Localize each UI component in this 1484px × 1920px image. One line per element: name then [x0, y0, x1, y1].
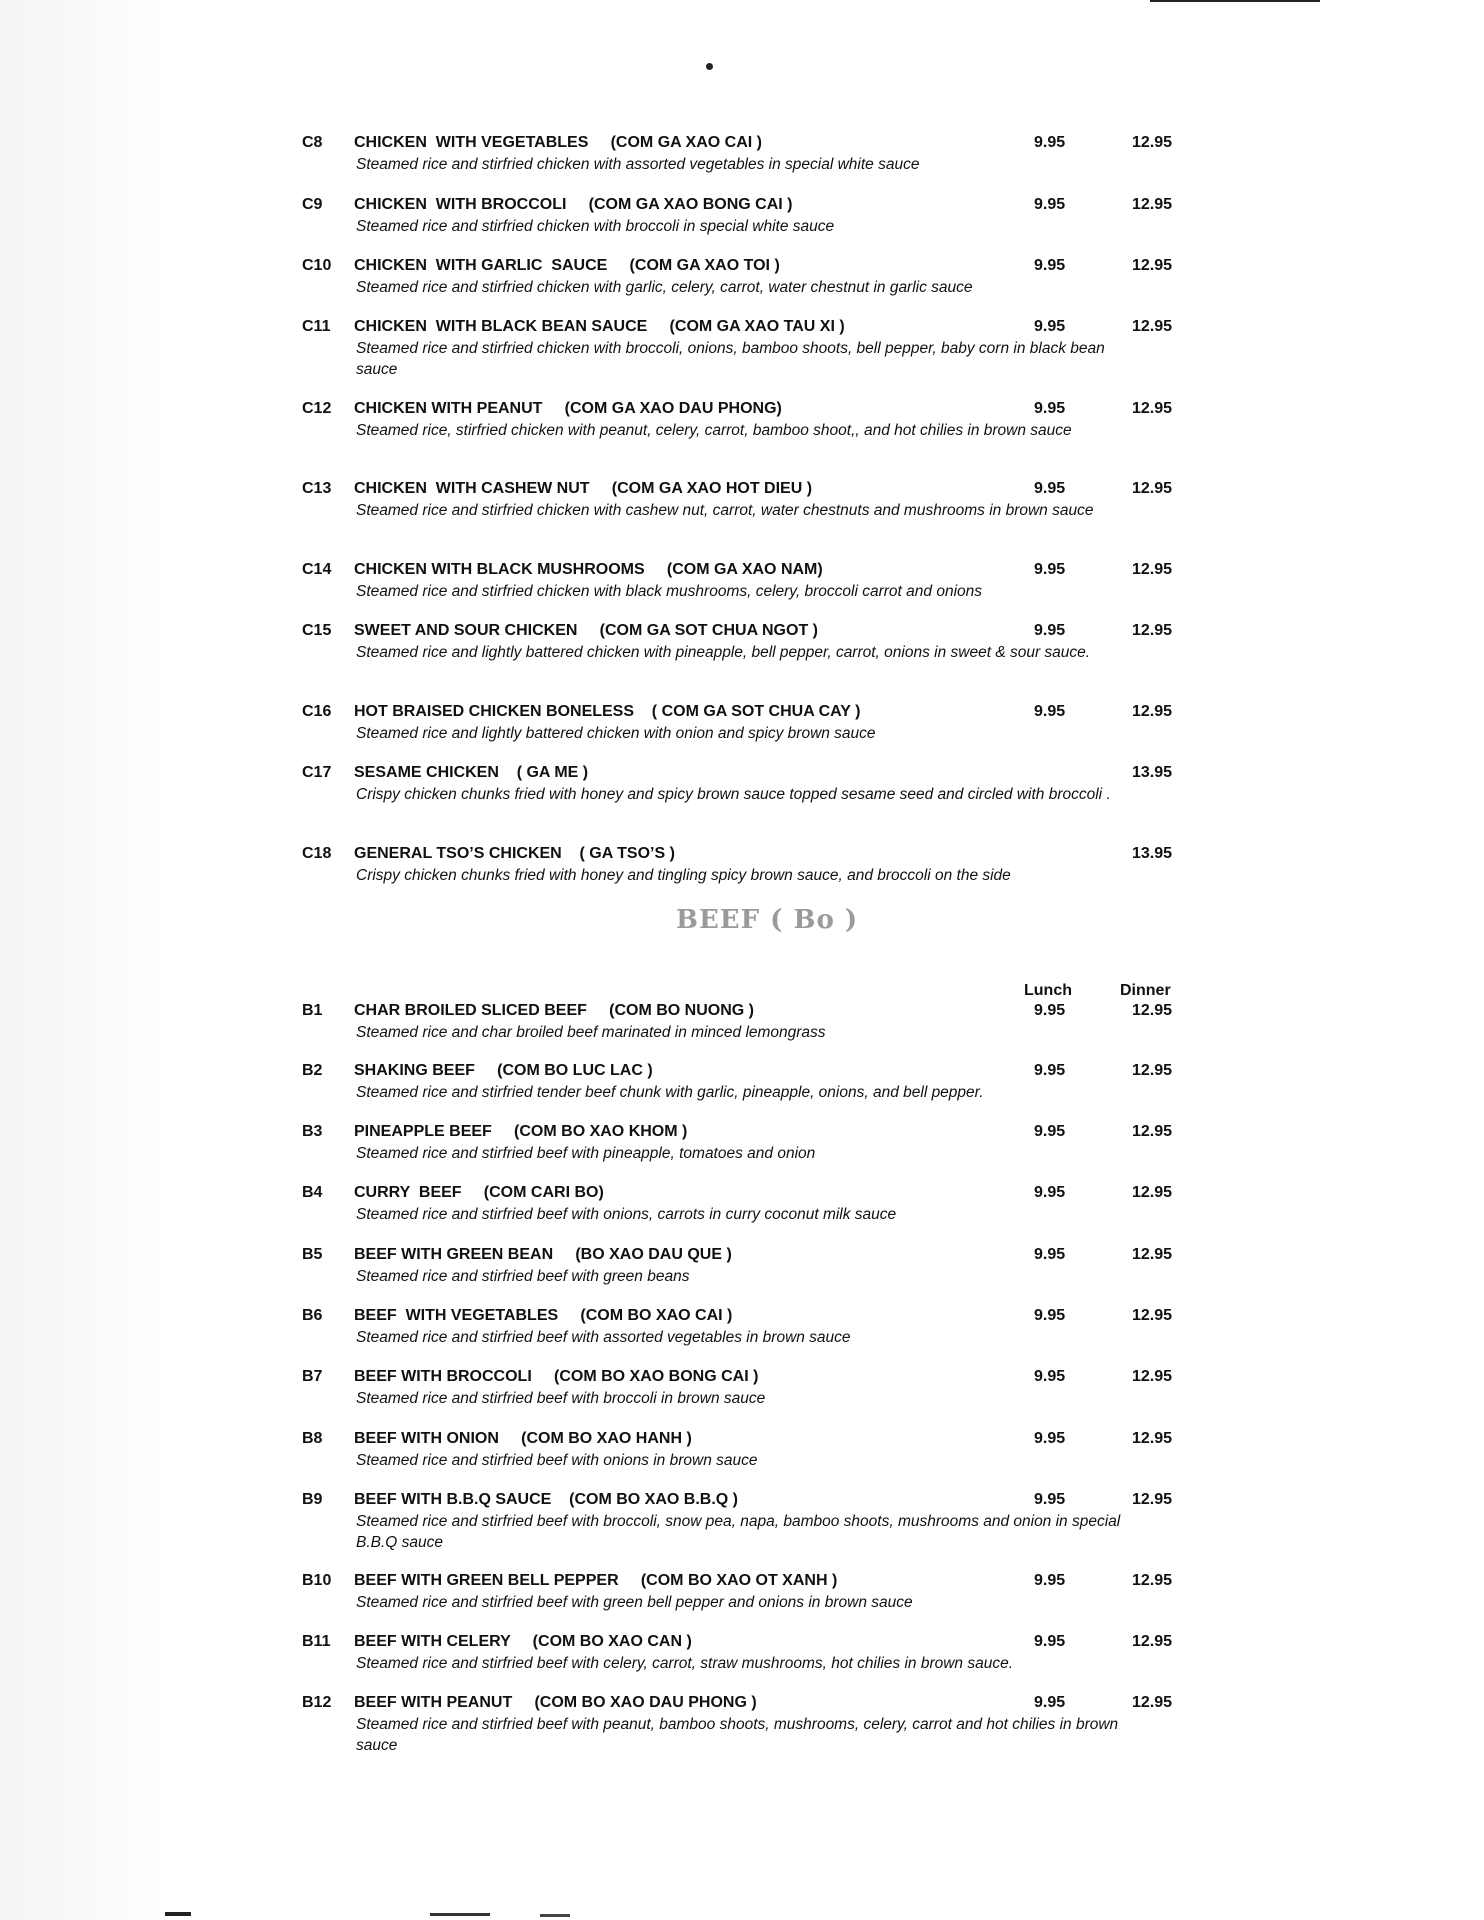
lunch-price: 9.95: [1034, 1572, 1066, 1589]
item-description: Crispy chicken chunks fried with honey and tingling spicy brown sauce, and broccoli on the side: [356, 867, 1011, 884]
item-code: B6: [302, 1307, 323, 1324]
dinner-price: 13.95: [1132, 845, 1173, 862]
dinner-price: 12.95: [1132, 1307, 1173, 1324]
menu-item-c12: [0, 400, 1484, 460]
item-name: BEEF WITH BROCCOLI (COM BO XAO BONG CAI ): [354, 1368, 759, 1385]
item-code: C12: [302, 400, 332, 417]
item-name: CHICKEN WITH PEANUT (COM GA XAO DAU PHONG): [354, 400, 782, 417]
lunch-price: 9.95: [1034, 561, 1066, 578]
item-name: BEEF WITH GREEN BEAN (BO XAO DAU QUE ): [354, 1246, 732, 1263]
item-code: C13: [302, 480, 332, 497]
item-description: Steamed rice and stirfried tender beef chunk with garlic, pineapple, onions, and bell pepper.: [356, 1084, 984, 1101]
dinner-price: 12.95: [1132, 257, 1173, 274]
item-description: Steamed rice and stirfried chicken with garlic, celery, carrot, water chestnut in garlic sauce: [356, 279, 973, 296]
dinner-price: 12.95: [1132, 1062, 1173, 1079]
item-name: CHICKEN WITH CASHEW NUT (COM GA XAO HOT DIEU ): [354, 480, 813, 497]
item-description: Steamed rice and stirfried beef with green beans: [356, 1268, 690, 1285]
item-name: CHICKEN WITH BLACK MUSHROOMS (COM GA XAO NAM): [354, 561, 823, 578]
item-code: C10: [302, 257, 332, 274]
lunch-column-header: Lunch: [1024, 982, 1072, 999]
menu-item-c15: [0, 622, 1484, 682]
item-name: BEEF WITH GREEN BELL PEPPER (COM BO XAO OT XANH ): [354, 1572, 838, 1589]
item-description: Steamed rice and stirfried chicken with broccoli in special white sauce: [356, 218, 835, 235]
item-description: Steamed rice and stirfried chicken with cashew nut, carrot, water chestnuts and mushrooms in brown sauce: [356, 502, 1094, 519]
item-description: Steamed rice and stirfried beef with green bell pepper and onions in brown sauce: [356, 1594, 913, 1611]
menu-item-c13: [0, 480, 1484, 540]
item-description: Steamed rice and stirfried beef with onions in brown sauce: [356, 1452, 758, 1469]
lunch-price: 9.95: [1034, 1307, 1066, 1324]
menu-item-b8: [0, 1430, 1484, 1490]
lunch-price: 9.95: [1034, 622, 1066, 639]
item-description: Steamed rice and char broiled beef marinated in minced lemongrass: [356, 1024, 826, 1041]
menu-item-b3: [0, 1123, 1484, 1183]
item-description: Steamed rice and stirfried beef with broccoli in brown sauce: [356, 1390, 766, 1407]
menu-item-b1: [0, 1002, 1484, 1062]
item-name: SHAKING BEEF (COM BO LUC LAC ): [354, 1062, 653, 1079]
dinner-price: 12.95: [1132, 1694, 1173, 1711]
menu-item-b11: [0, 1633, 1484, 1693]
lunch-price: 9.95: [1034, 1694, 1066, 1711]
item-description: Steamed rice and lightly battered chicken with onion and spicy brown sauce: [356, 725, 876, 742]
dinner-price: 12.95: [1132, 1633, 1173, 1650]
lunch-price: 9.95: [1034, 196, 1066, 213]
lunch-price: 9.95: [1034, 1184, 1066, 1201]
item-description: Steamed rice and stirfried beef with assorted vegetables in brown sauce: [356, 1329, 851, 1346]
scan-dot: [706, 63, 713, 70]
item-code: C16: [302, 703, 332, 720]
item-code: B9: [302, 1491, 323, 1508]
dinner-price: 12.95: [1132, 1246, 1173, 1263]
item-description: Steamed rice and stirfried beef with broccoli, snow pea, napa, bamboo shoots, mushrooms and onion in special B.B.Q sauce: [356, 1513, 1121, 1551]
item-code: B5: [302, 1246, 323, 1263]
item-code: B12: [302, 1694, 332, 1711]
item-name: HOT BRAISED CHICKEN BONELESS ( COM GA SOT CHUA CAY ): [354, 703, 861, 720]
item-name: BEEF WITH ONION (COM BO XAO HANH ): [354, 1430, 692, 1447]
dinner-price: 12.95: [1132, 1572, 1173, 1589]
menu-item-c9: [0, 196, 1484, 256]
item-name: BEEF WITH VEGETABLES (COM BO XAO CAI ): [354, 1307, 733, 1324]
scan-mark: [430, 1913, 490, 1916]
dinner-price: 12.95: [1132, 480, 1173, 497]
menu-item-c18: [0, 845, 1484, 905]
item-name: CHICKEN WITH GARLIC SAUCE (COM GA XAO TOI ): [354, 257, 780, 274]
item-name: CURRY BEEF (COM CARI BO): [354, 1184, 604, 1201]
item-description: Steamed rice and lightly battered chicken with pineapple, bell pepper, carrot, onions in sweet & sour sauce.: [356, 644, 1091, 661]
item-code: B7: [302, 1368, 323, 1385]
item-name: CHAR BROILED SLICED BEEF (COM BO NUONG ): [354, 1002, 754, 1019]
item-code: B11: [302, 1633, 331, 1650]
lunch-price: 9.95: [1034, 257, 1066, 274]
lunch-price: 9.95: [1034, 318, 1066, 335]
lunch-price: 9.95: [1034, 1633, 1066, 1650]
menu-item-b2: [0, 1062, 1484, 1122]
item-name: CHICKEN WITH BLACK BEAN SAUCE (COM GA XAO TAU XI ): [354, 318, 845, 335]
item-name: BEEF WITH B.B.Q SAUCE (COM BO XAO B.B.Q ): [354, 1491, 738, 1508]
item-code: C15: [302, 622, 332, 639]
dinner-price: 12.95: [1132, 1368, 1173, 1385]
item-description: Steamed rice and stirfried beef with pineapple, tomatoes and onion: [356, 1145, 816, 1162]
item-code: C9: [302, 196, 323, 213]
lunch-price: 9.95: [1034, 1368, 1066, 1385]
menu-item-b10: [0, 1572, 1484, 1632]
dinner-price: 12.95: [1132, 1123, 1173, 1140]
item-code: C17: [302, 764, 332, 781]
item-description: Steamed rice, stirfried chicken with peanut, celery, carrot, bamboo shoot,, and hot chilies in brown sauce: [356, 422, 1072, 439]
dinner-price: 12.95: [1132, 1002, 1173, 1019]
menu-item-c11: [0, 318, 1484, 378]
item-name: PINEAPPLE BEEF (COM BO XAO KHOM ): [354, 1123, 688, 1140]
menu-item-c14: [0, 561, 1484, 621]
menu-item-b4: [0, 1184, 1484, 1244]
item-description: Steamed rice and stirfried chicken with assorted vegetables in special white sauce: [356, 156, 920, 173]
item-name: GENERAL TSO’S CHICKEN ( GA TSO’S ): [354, 845, 675, 862]
menu-item-b7: [0, 1368, 1484, 1428]
dinner-price: 12.95: [1132, 622, 1173, 639]
dinner-column-header: Dinner: [1120, 982, 1171, 999]
item-code: C8: [302, 134, 323, 151]
lunch-price: 9.95: [1034, 480, 1066, 497]
dinner-price: 12.95: [1132, 1491, 1173, 1508]
item-code: C11: [302, 318, 331, 335]
scan-top-rule: [1150, 0, 1320, 2]
item-code: B4: [302, 1184, 323, 1201]
lunch-price: 9.95: [1034, 703, 1066, 720]
item-description: Steamed rice and stirfried beef with peanut, bamboo shoots, mushrooms, celery, carrot and hot chilies in brown sauce: [356, 1716, 1119, 1754]
lunch-price: 9.95: [1034, 134, 1066, 151]
item-description: Steamed rice and stirfried chicken with broccoli, onions, bamboo shoots, bell pepper, baby corn in black bean sauce: [356, 340, 1105, 378]
menu-item-c8: [0, 134, 1484, 194]
dinner-price: 12.95: [1132, 561, 1173, 578]
menu-item-c10: [0, 257, 1484, 317]
item-name: BEEF WITH PEANUT (COM BO XAO DAU PHONG ): [354, 1694, 757, 1711]
item-code: B2: [302, 1062, 323, 1079]
item-description: Crispy chicken chunks fried with honey and spicy brown sauce topped sesame seed and circled with broccoli .: [356, 786, 1111, 803]
lunch-price: 9.95: [1034, 400, 1066, 417]
dinner-price: 12.95: [1132, 318, 1173, 335]
dinner-price: 12.95: [1132, 703, 1173, 720]
item-code: B3: [302, 1123, 323, 1140]
item-name: CHICKEN WITH VEGETABLES (COM GA XAO CAI ): [354, 134, 762, 151]
dinner-price: 12.95: [1132, 1184, 1173, 1201]
item-description: Steamed rice and stirfried beef with celery, carrot, straw mushrooms, hot chilies in brown sauce.: [356, 1655, 1014, 1672]
item-name: BEEF WITH CELERY (COM BO XAO CAN ): [354, 1633, 692, 1650]
dinner-price: 13.95: [1132, 764, 1173, 781]
item-name: SESAME CHICKEN ( GA ME ): [354, 764, 589, 781]
lunch-price: 9.95: [1034, 1491, 1066, 1508]
menu-item-c17: [0, 764, 1484, 824]
item-name: CHICKEN WITH BROCCOLI (COM GA XAO BONG CAI ): [354, 196, 793, 213]
beef-section-heading: BEEF ( Bo ): [676, 905, 859, 935]
item-code: B10: [302, 1572, 332, 1589]
item-name: SWEET AND SOUR CHICKEN (COM GA SOT CHUA NGOT ): [354, 622, 818, 639]
item-code: B1: [302, 1002, 323, 1019]
dinner-price: 12.95: [1132, 1430, 1173, 1447]
lunch-price: 9.95: [1034, 1062, 1066, 1079]
lunch-price: 9.95: [1034, 1123, 1066, 1140]
item-description: Steamed rice and stirfried chicken with black mushrooms, celery, broccoli carrot and onions: [356, 583, 983, 600]
menu-item-b12: [0, 1694, 1484, 1754]
dinner-price: 12.95: [1132, 134, 1173, 151]
dinner-price: 12.95: [1132, 400, 1173, 417]
dinner-price: 12.95: [1132, 196, 1173, 213]
item-code: C18: [302, 845, 332, 862]
lunch-price: 9.95: [1034, 1246, 1066, 1263]
menu-item-c16: [0, 703, 1484, 763]
scan-mark: [165, 1912, 191, 1916]
menu-item-b9: [0, 1491, 1484, 1551]
menu-item-b5: [0, 1246, 1484, 1306]
item-code: C14: [302, 561, 332, 578]
item-description: Steamed rice and stirfried beef with onions, carrots in curry coconut milk sauce: [356, 1206, 897, 1223]
item-code: B8: [302, 1430, 323, 1447]
scan-mark: [540, 1914, 570, 1917]
lunch-price: 9.95: [1034, 1002, 1066, 1019]
lunch-price: 9.95: [1034, 1430, 1066, 1447]
menu-item-b6: [0, 1307, 1484, 1367]
